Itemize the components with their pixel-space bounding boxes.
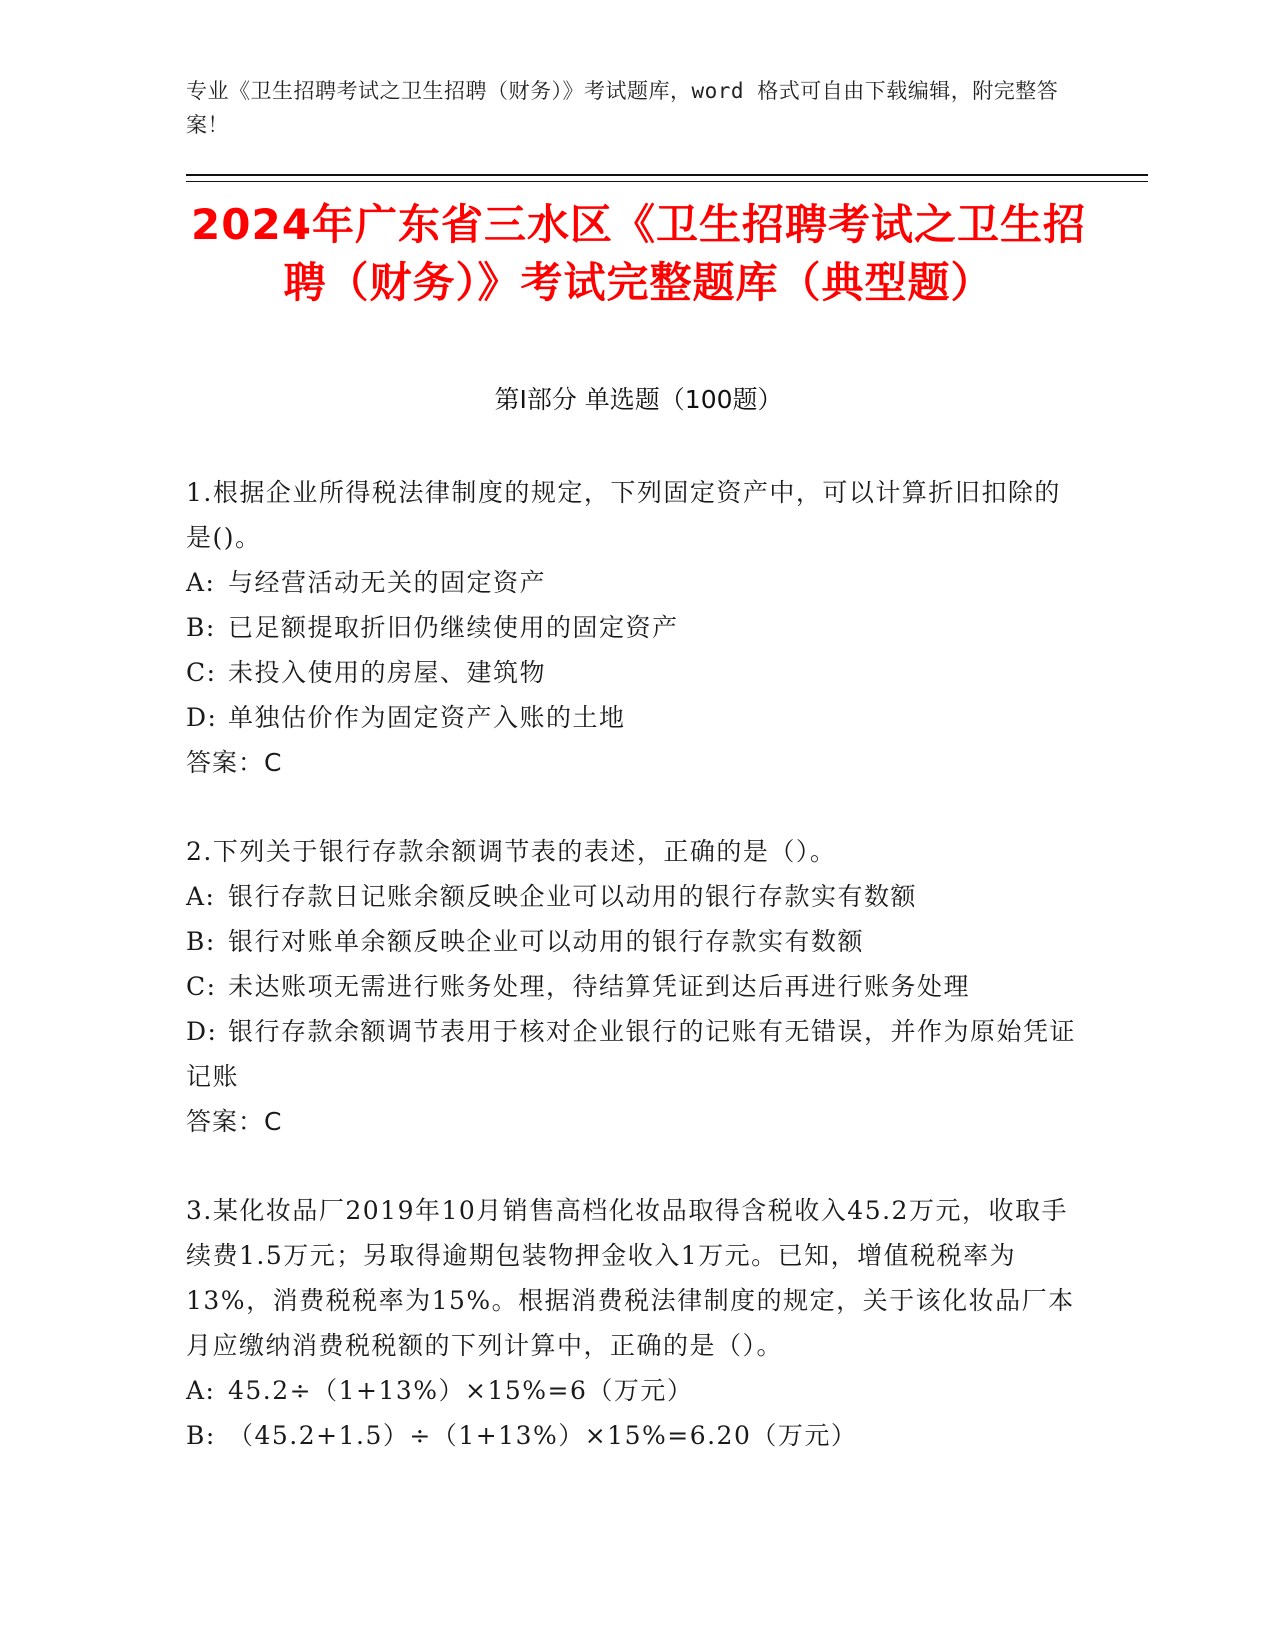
option-key: D: [186,703,218,732]
option-text: 与经营活动无关的固定资产 [228,568,547,597]
option-key: B: [186,927,216,956]
option-key: A: [186,1376,216,1405]
option-key: B: [186,1421,216,1450]
option-text: 未达账项无需进行账务处理，待结算凭证到达后再进行账务处理 [228,972,971,1001]
option-text: 45.2÷（1+13%）×15%=6（万元） [228,1376,694,1405]
question-1 [186,470,1076,785]
option-text: 银行对账单余额反映企业可以动用的银行存款实有数额 [228,927,865,956]
question-stem: 2.下列关于银行存款余额调节表的表述，正确的是（）。 [186,837,837,866]
header-note: 专业《卫生招聘考试之卫生招聘（财务）》考试题库，word 格式可自由下载编辑，附完整答案！ [186,79,1059,137]
option-key: A: [186,568,216,597]
option-c [186,964,1076,1009]
question-3 [186,1188,1076,1458]
option-key: A: [186,882,216,911]
option-b [186,605,1076,650]
option-b [186,1413,1076,1458]
header-divider-thick [186,174,1148,176]
option-d [186,1009,1076,1099]
document-title: 2024年广东省三水区《卫生招聘考试之卫生招聘（财务）》考试完整题库（典型题） [191,200,1086,307]
option-a [186,874,1076,919]
option-d [186,695,1076,740]
answer: 答案：C [186,748,283,777]
option-key: C: [186,658,217,687]
question-stem: 1.根据企业所得税法律制度的规定，下列固定资产中，可以计算折旧扣除的是()。 [186,478,1061,552]
question-list [186,470,1076,1502]
option-text: （45.2+1.5）÷（1+13%）×15%=6.20（万元） [228,1421,858,1450]
option-key: C: [186,972,217,1001]
option-text: 未投入使用的房屋、建筑物 [228,658,547,687]
header-divider-thin [186,181,1148,182]
option-a [186,560,1076,605]
question-stem: 3.某化妆品厂2019年10月销售高档化妆品取得含税收入45.2万元，收取手续费1.5万元；另取得逾期包装物押金收入1万元。已知，增值税税率为13%，消费税税率为15%。根据消费税法律制度的规定，关于该化妆品厂本月应缴纳消费税税额的下列计算中，正确的是（）。 [186,1196,1075,1360]
option-key: B: [186,613,216,642]
answer: 答案：C [186,1107,283,1136]
option-text: 单独估价作为固定资产入账的土地 [228,703,626,732]
option-text: 银行存款日记账余额反映企业可以动用的银行存款实有数额 [228,882,918,911]
option-text: 已足额提取折旧仍继续使用的固定资产 [228,613,679,642]
option-text: 银行存款余额调节表用于核对企业银行的记账有无错误，并作为原始凭证记账 [186,1017,1077,1091]
question-2 [186,829,1076,1144]
section-title: 第Ⅰ部分 单选题（100题） [494,385,783,414]
option-c [186,650,1076,695]
option-a [186,1368,1076,1413]
option-key: D: [186,1017,218,1046]
option-b [186,919,1076,964]
